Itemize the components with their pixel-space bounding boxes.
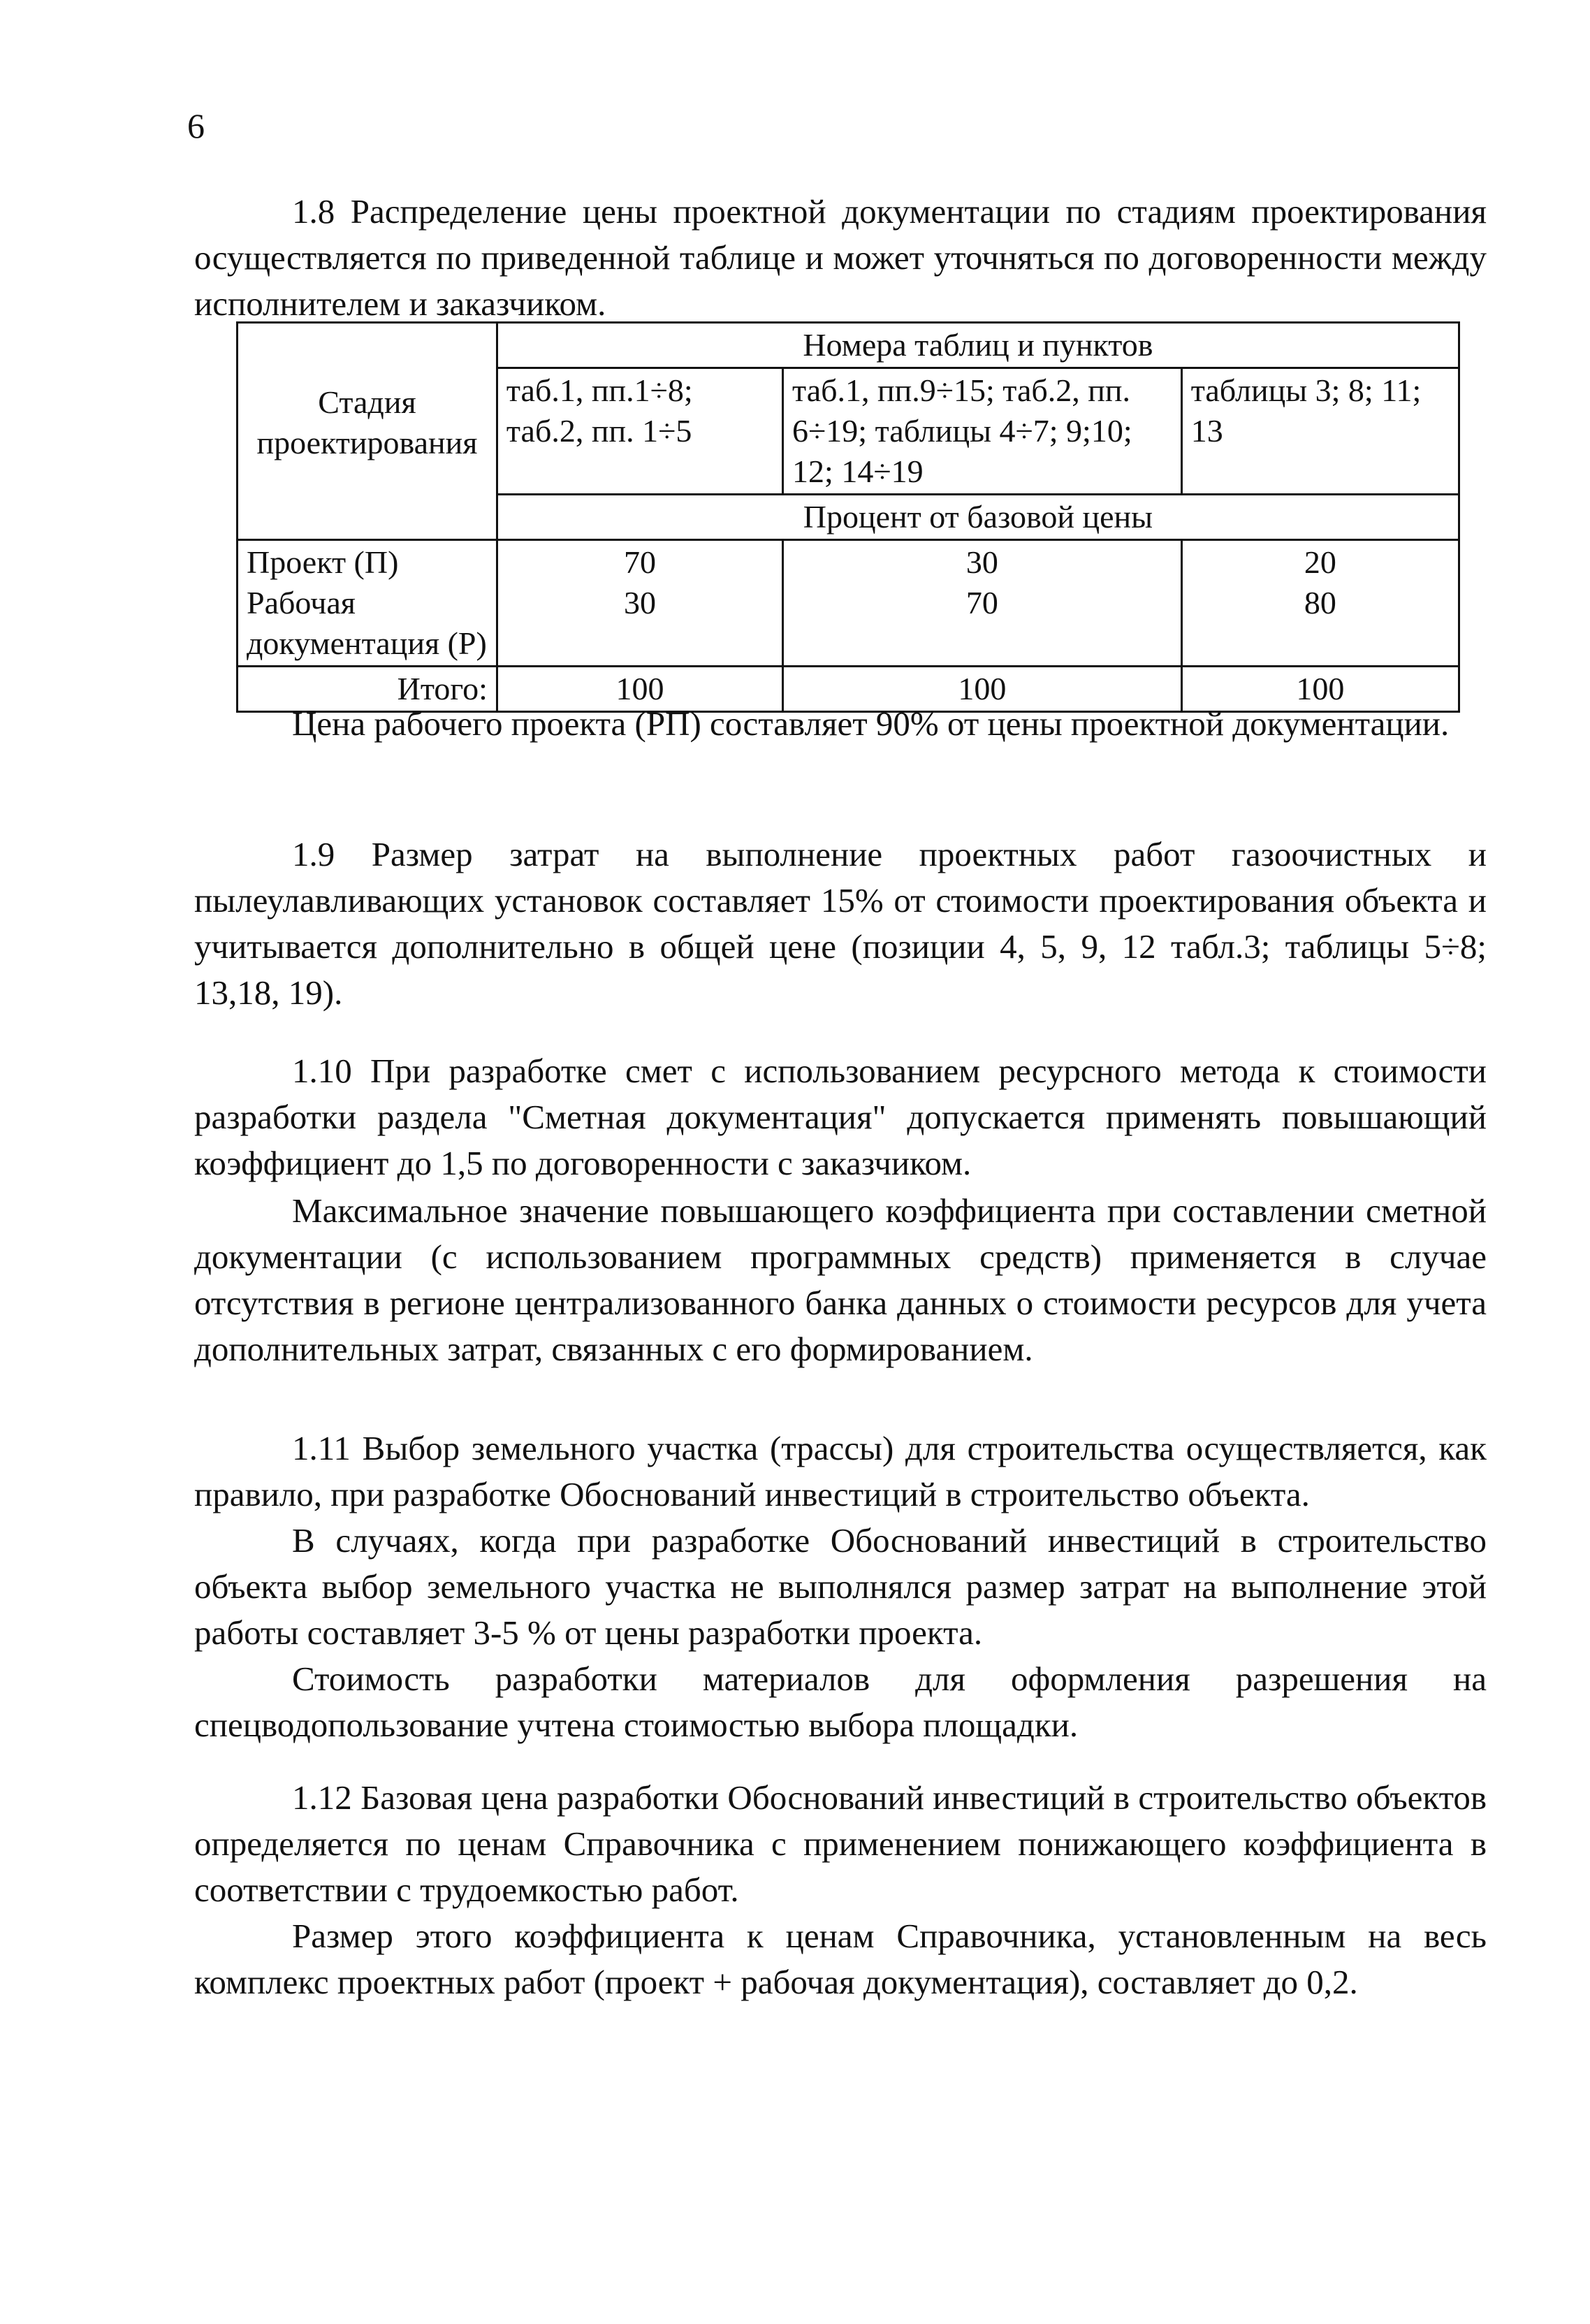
paragraph-1-9: 1.9 Размер затрат на выполнение проектных работ газоочистных и пылеулавливающих установок составляет 15% от стоимости проектирования объекта и учитывается дополнительно в общей цене (позиции 4, 5, 9, 12 табл.3; таблицы 5÷8; 13,18, 19).: [194, 835, 1487, 1012]
paragraph-1-12-continued: Размер этого коэффициента к ценам Справочника, установленным на весь комплекс проектных работ (проект + рабочая документация), составляет до 0,2.: [194, 1917, 1487, 2001]
values-col-1: [497, 540, 782, 667]
stage-header-text: Стадия проектирования: [256, 384, 478, 461]
values-col-2: [783, 540, 1182, 667]
paragraph-1-11-water-use: Стоимость разработки материалов для оформления разрешения на спецводопользование учтена стоимостью выбора площадки.: [194, 1660, 1487, 1744]
paragraph-1-12: 1.12 Базовая цена разработки Обоснований инвестиций в строительство объектов определяется по ценам Справочника с применением понижающего коэффициента в соответствии с трудоемкостью работ.: [194, 1778, 1487, 1909]
paragraph-1-8-note: Цена рабочего проекта (РП) составляет 90% от цены проектной документации.: [292, 704, 1450, 743]
paragraph-1-11-continued: В случаях, когда при разработке Обоснований инвестиций в строительство объекта выбор земельного участка не выполнялся размер затрат на выполнение этой работы составляет 3-5 % от цены разработки проекта.: [194, 1521, 1487, 1652]
stage-header-filler: [238, 495, 497, 540]
value-cell: 70: [965, 585, 998, 620]
stage-cell: [238, 540, 497, 667]
percent-header: Процент от базовой цены: [497, 495, 1459, 540]
value-cell: 70: [623, 544, 656, 580]
paragraph-1-8: 1.8 Распределение цены проектной документации по стадиям проектирования осуществляется по приведенной таблице и может уточняться по договоренности между исполнителем и заказчиком.: [194, 192, 1487, 323]
stage-working-docs: Рабочая документация (Р): [247, 585, 487, 661]
value-cell: 30: [965, 544, 998, 580]
total-label: Итого:: [238, 667, 497, 712]
paragraph-1-11: 1.11 Выбор земельного участка (трассы) для строительства осуществляется, как правило, при разработке Обоснований инвестиций в строительство объекта.: [194, 1429, 1487, 1513]
total-value-1: 100: [497, 667, 782, 712]
stage-project: Проект (П): [247, 544, 399, 580]
total-value-2: 100: [783, 667, 1182, 712]
column-header-3: таблицы 3; 8; 11; 13: [1181, 368, 1459, 495]
total-value-3: 100: [1181, 667, 1459, 712]
stage-header: [238, 323, 497, 495]
page-number: 6: [187, 106, 205, 145]
paragraph-1-10-continued: Максимальное значение повышающего коэффициента при составлении сметной документации (с использованием программных средств) применяется в случае отсутствия в регионе централизованного банка данных о стоимости ресурсов для учета дополнительных затрат, связанных с его формированием.: [194, 1191, 1487, 1368]
value-cell: 80: [1304, 585, 1336, 620]
column-header-2: таб.1, пп.9÷15; таб.2, пп. 6÷19; таблицы 4÷7; 9;10; 12; 14÷19: [783, 368, 1182, 495]
values-col-3: [1181, 540, 1459, 667]
value-cell: 30: [623, 585, 656, 620]
paragraph-1-10: 1.10 При разработке смет с использованием ресурсного метода к стоимости разработки раздела "Сметная документация" допускается применять повышающий коэффициент до 1,5 по договоренности с заказчиком.: [194, 1052, 1487, 1182]
value-cell: 20: [1304, 544, 1336, 580]
column-header-1: таб.1, пп.1÷8; таб.2, пп. 1÷5: [497, 368, 782, 495]
stage-distribution-table: [236, 321, 1460, 713]
table-numbers-header: Номера таблиц и пунктов: [497, 323, 1459, 368]
